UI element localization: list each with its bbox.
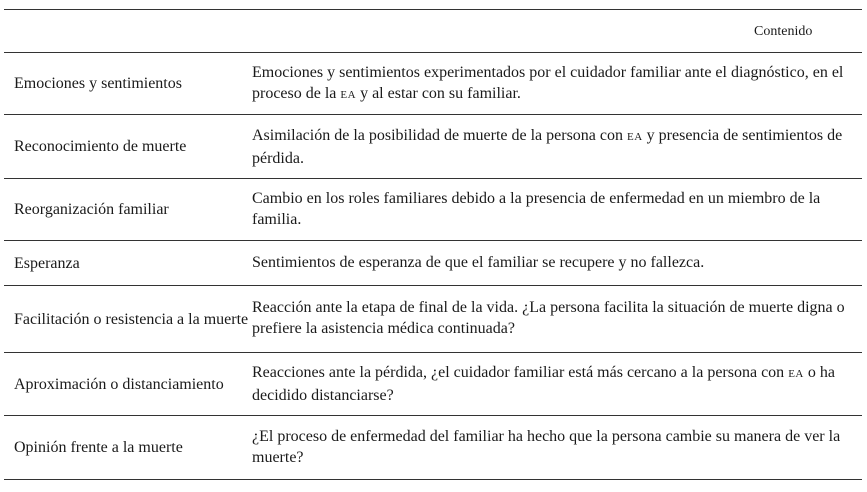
content-text: Reacciones ante la pérdida, ¿el cuidador familiar está más cercano a la persona con — [252, 364, 789, 381]
table-row — [4, 286, 862, 353]
content-text: ¿El proceso de enfermedad del familiar ha hecho que la persona cambie su manera de ver la muerte? — [252, 427, 841, 466]
content-cell — [252, 62, 852, 106]
content-text: Asimilación de la posibilidad de muerte de la persona con — [252, 126, 627, 144]
table-row — [4, 53, 862, 115]
content-cell — [252, 252, 852, 275]
category-cell: Emociones y sentimientos — [14, 75, 182, 92]
table-row — [4, 241, 862, 286]
content-cell — [252, 426, 852, 470]
category-cell: Reconocimiento de muerte — [14, 138, 187, 155]
content-cell — [252, 188, 852, 232]
category-cell: Esperanza — [14, 254, 80, 272]
header-content-cell: Contenido — [754, 23, 813, 39]
content-text: y al estar con su familiar. — [356, 84, 521, 102]
category-table — [4, 9, 862, 480]
table-row — [4, 353, 862, 416]
abbreviation: EA — [340, 88, 357, 101]
abbreviation: EA — [788, 368, 804, 380]
table-row — [4, 115, 862, 179]
table-header-row — [4, 10, 862, 53]
abbreviation: EA — [627, 130, 643, 143]
content-text: o ha decidido distanciarse? — [252, 364, 835, 404]
content-text: Reacción ante la etapa de final de la vida. ¿La persona facilita la situación de muerte digna o prefiere la asistencia médica continuada? — [252, 299, 845, 337]
content-text: Cambio en los roles familiares debido a la presencia de enfermedad en un miembro de la familia. — [252, 189, 821, 228]
content-cell — [252, 362, 852, 406]
content-text: Emociones y sentimientos experimentados por el cuidador familiar ante el diagnóstico, en el proceso de la — [252, 63, 844, 102]
category-cell: Opinión frente a la muerte — [14, 439, 183, 456]
content-text: Sentimientos de esperanza de que el familiar se recupere y no fallezca. — [252, 253, 705, 271]
category-cell: Aproximación o distanciamiento — [14, 375, 224, 393]
table-row — [4, 179, 862, 241]
category-cell: Reorganización familiar — [14, 201, 169, 218]
category-cell: Facilitación o resistencia a la muerte — [14, 310, 249, 328]
content-text: y presencia de sentimientos de pérdida. — [252, 126, 843, 167]
table-row — [4, 416, 862, 480]
content-cell — [252, 125, 852, 169]
content-cell — [252, 297, 852, 341]
